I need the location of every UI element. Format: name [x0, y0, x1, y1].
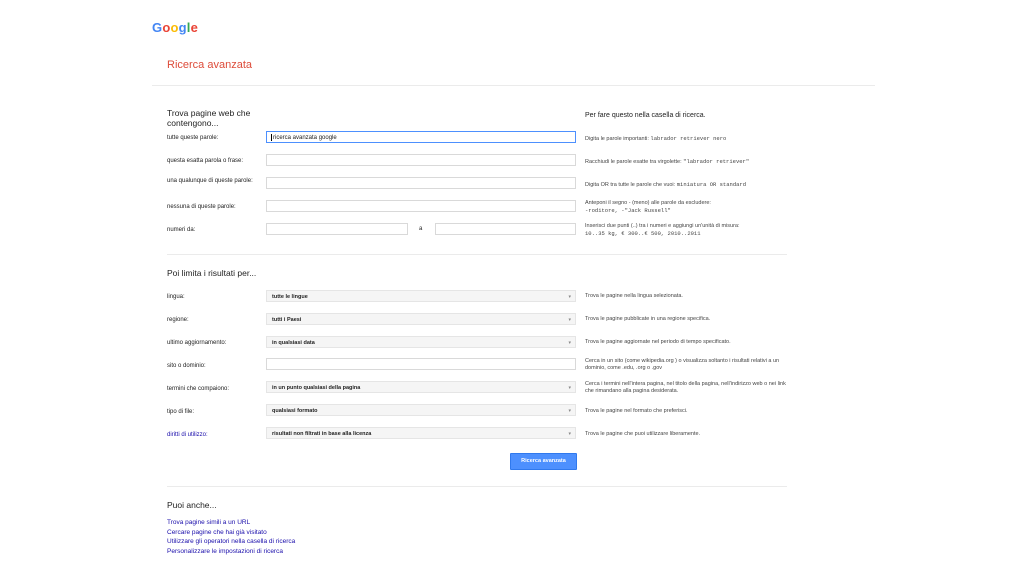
usage-rights-value: risultati non filtrati in base alla licenza: [272, 431, 372, 437]
all-words-value: ricerca avanzata google: [273, 135, 337, 142]
chevron-down-icon: ▾: [568, 431, 571, 437]
exact-phrase-hint: [585, 158, 790, 166]
file-type-select[interactable]: [266, 404, 576, 416]
site-domain-input[interactable]: [266, 358, 576, 370]
last-update-value: in qualsiasi data: [272, 340, 315, 346]
chevron-down-icon: ▾: [568, 408, 571, 414]
any-words-hint: [585, 181, 790, 189]
site-domain-hint: Cerca in un sito (come wikipedia.org ) o visualizza soltanto i risultati relativi a un dominio, come .edu, .org o .gov: [585, 358, 780, 371]
text-cursor: [271, 134, 272, 141]
all-words-hint: [585, 135, 790, 143]
number-range-from-input[interactable]: [266, 223, 408, 235]
file-type-label: tipo di file:: [167, 409, 195, 415]
logo-letter-g: G: [152, 20, 163, 35]
logo-letter-g2: g: [178, 20, 187, 35]
find-similar-pages-link[interactable]: Trova pagine simili a un URL: [167, 519, 251, 526]
last-update-hint: Trova le pagine aggiornate nel periodo di tempo specificato.: [585, 339, 731, 345]
exact-phrase-hint-text: Racchiudi le parole esatte tra virgolette:: [585, 159, 684, 165]
number-range-hint-text: Inserisci due punti (..) tra i numeri e aggiungi un'unità di misura:: [585, 223, 740, 229]
header-divider: [152, 85, 875, 86]
chevron-down-icon: ▾: [568, 385, 571, 391]
region-value: tutti i Paesi: [272, 317, 302, 323]
any-words-hint-example: miniatura OR standard: [676, 181, 747, 188]
section-limit-results-title: Poi limita i risultati per...: [167, 268, 257, 278]
exact-phrase-hint-example: "labrador retriever": [683, 158, 750, 165]
google-logo[interactable]: [152, 20, 198, 35]
number-range-hint: [585, 223, 790, 237]
logo-letter-l: l: [186, 20, 191, 35]
terms-appearing-hint: Cerca i termini nell'intera pagina, nel titolo della pagina, nell'indirizzo web o nei link che rimandano alla pagina desiderata.: [585, 381, 786, 394]
any-words-hint-text: Digita OR tra tutte le parole che vuoi:: [585, 182, 677, 188]
number-range-to-input[interactable]: [435, 223, 576, 235]
search-operators-link[interactable]: Utilizzare gli operatori nella casella di ricerca: [167, 538, 296, 545]
all-words-input[interactable]: [266, 131, 576, 143]
none-words-input[interactable]: [266, 200, 576, 212]
last-update-select[interactable]: [266, 336, 576, 348]
last-update-label: ultimo aggiornamento:: [167, 340, 227, 346]
all-words-label: tutte queste parole:: [167, 135, 219, 141]
logo-letter-o1: o: [162, 20, 171, 35]
number-range-separator: a: [419, 226, 423, 232]
region-hint: Trova le pagine pubblicate in una regione specifica.: [585, 316, 711, 322]
none-words-hint-example: -roditore, -"Jack Russell": [585, 207, 671, 214]
language-hint: Trova le pagine nella lingua selezionata.: [585, 293, 683, 299]
region-label: regione:: [167, 317, 189, 323]
none-words-hint-text: Anteponi il segno - (meno) alle parole da escludere:: [585, 200, 711, 206]
all-words-hint-example: labrador retriever nero: [650, 135, 727, 142]
none-words-hint: [585, 200, 790, 214]
exact-phrase-label: questa esatta parola o frase:: [167, 158, 244, 164]
section-you-can-also-title: Puoi anche...: [167, 500, 217, 510]
file-type-hint: Trova le pagine nel formato che preferisci.: [585, 408, 688, 414]
usage-rights-select[interactable]: [266, 427, 576, 439]
search-settings-link[interactable]: Personalizzare le impostazioni di ricerca: [167, 548, 283, 555]
usage-rights-link[interactable]: diritti di utilizzo:: [167, 432, 208, 438]
terms-appearing-label: termini che compaiono:: [167, 386, 230, 392]
exact-phrase-input[interactable]: [266, 154, 576, 166]
chevron-down-icon: ▾: [568, 294, 571, 300]
language-label: lingua:: [167, 294, 185, 300]
all-words-hint-text: Digita le parole importanti:: [585, 136, 651, 142]
terms-appearing-value: in un punto qualsiasi della pagina: [272, 385, 361, 391]
chevron-down-icon: ▾: [568, 317, 571, 323]
section2-divider: [167, 486, 787, 487]
page-title: Ricerca avanzata: [167, 59, 252, 71]
section-find-pages-title: Trova pagine web che contengono...: [167, 108, 251, 128]
logo-letter-o2: o: [170, 20, 179, 35]
language-select[interactable]: [266, 290, 576, 302]
terms-appearing-select[interactable]: [266, 381, 576, 393]
number-range-hint-example: 10..35 kg, € 300..€ 500, 2010..2011: [585, 230, 701, 237]
logo-letter-e: e: [190, 20, 199, 35]
any-words-input[interactable]: [266, 177, 576, 189]
number-range-label: numeri da:: [167, 227, 196, 233]
hint-column-header: Per fare questo nella casella di ricerca.: [585, 112, 706, 119]
usage-rights-hint: Trova le pagine che puoi utilizzare liberamente.: [585, 431, 701, 437]
chevron-down-icon: ▾: [568, 340, 571, 346]
file-type-value: qualsiasi formato: [272, 408, 318, 414]
none-words-label: nessuna di queste parole:: [167, 204, 236, 210]
any-words-label: una qualunque di queste parole:: [167, 178, 253, 184]
advanced-search-button[interactable]: Ricerca avanzata: [510, 453, 577, 470]
visited-pages-link[interactable]: Cercare pagine che hai già visitato: [167, 529, 267, 536]
section1-divider: [167, 254, 787, 255]
region-select[interactable]: [266, 313, 576, 325]
language-value: tutte le lingue: [272, 294, 308, 300]
site-domain-label: sito o dominio:: [167, 363, 206, 369]
